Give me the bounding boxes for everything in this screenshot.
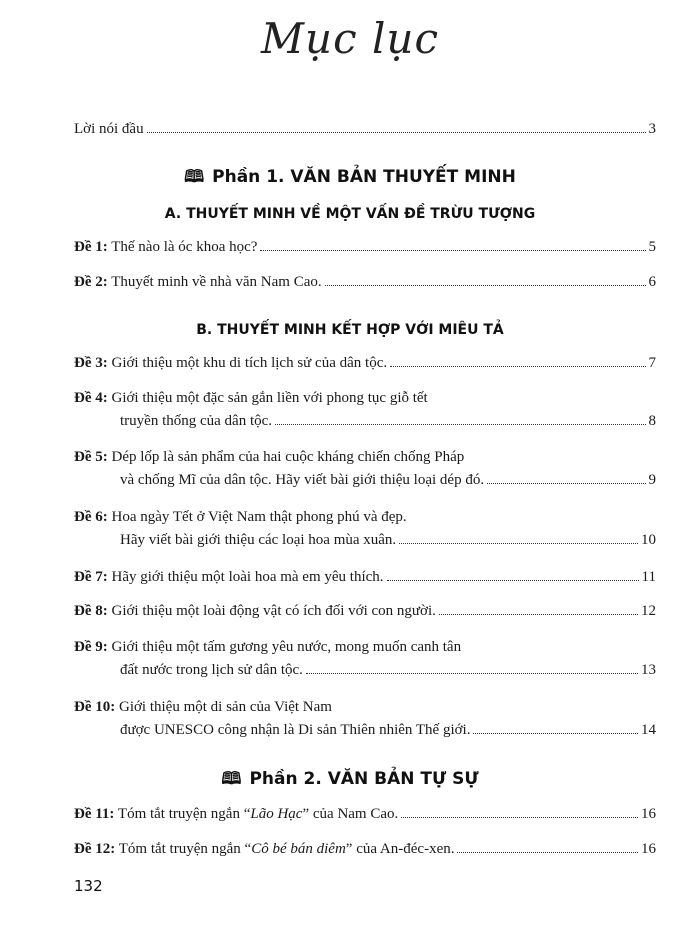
toc-entry-intro[interactable] xyxy=(74,118,656,141)
entry-text-cont: được UNESCO công nhận là Di sản Thiên nhiên Thế giới. xyxy=(120,722,471,738)
entry-text-cont: đất nước trong lịch sử dân tộc. xyxy=(120,662,303,678)
dot-leader xyxy=(387,580,639,581)
entry-text-post: ” của Nam Cao. xyxy=(302,806,399,822)
entry-label: Đề 7: xyxy=(74,569,108,585)
entry-page: 16 xyxy=(641,806,656,822)
entry-label: Đề 8: xyxy=(74,603,108,619)
entry-text-cont: Hãy viết bài giới thiệu các loại hoa mùa xuân. xyxy=(120,532,397,548)
entry-text: Giới thiệu một tấm gương yêu nước, mong muốn canh tân xyxy=(111,639,462,655)
page-title: Mục lục xyxy=(261,14,439,63)
dot-leader xyxy=(487,483,645,484)
entry-page: 3 xyxy=(648,121,656,137)
toc-entry-8[interactable] xyxy=(74,600,656,623)
dot-leader xyxy=(457,852,638,853)
entry-page: 7 xyxy=(648,355,656,371)
entry-label: Đề 10: xyxy=(74,699,116,715)
toc-entry-6[interactable] xyxy=(74,506,656,552)
dot-leader xyxy=(399,543,638,544)
page-number: 132 xyxy=(74,877,103,895)
entry-label: Đề 9: xyxy=(74,639,108,655)
dot-leader xyxy=(275,424,645,425)
entry-text-cont: truyền thống của dân tộc. xyxy=(120,413,273,429)
entry-text: Tóm tắt truyện ngắn “ xyxy=(117,806,251,822)
entry-label: Đề 3: xyxy=(74,355,108,371)
entry-page: 16 xyxy=(641,841,656,857)
toc-entry-7[interactable] xyxy=(74,566,656,589)
entry-page: 8 xyxy=(648,413,656,429)
dot-leader xyxy=(260,250,645,251)
entry-text-post: ” của An-đéc-xen. xyxy=(345,841,455,857)
entry-text-cont: và chống Mĩ của dân tộc. Hãy viết bài giới thiệu loại dép đó. xyxy=(120,472,485,488)
open-book-icon: 🕮 xyxy=(221,769,242,789)
entry-text: Giới thiệu một di sản của Việt Nam xyxy=(119,699,332,715)
part-1-heading xyxy=(0,164,700,193)
entry-label: Đề 11: xyxy=(74,806,115,822)
entry-text: Dép lốp là sản phẩm của hai cuộc kháng chiến chống Pháp xyxy=(111,449,465,465)
entry-label: Đề 4: xyxy=(74,390,108,406)
entry-page: 9 xyxy=(648,472,656,488)
dot-leader xyxy=(401,817,638,818)
entry-page: 13 xyxy=(641,662,656,678)
section-a-heading: A. THUYẾT MINH VỀ MỘT VẤN ĐỀ TRỪU TƯỢNG xyxy=(164,206,536,222)
entry-text: Giới thiệu một đặc sản gắn liền với phong tục giỗ tết xyxy=(111,390,428,406)
entry-text: Hãy giới thiệu một loài hoa mà em yêu thích. xyxy=(111,569,384,585)
entry-label: Đề 1: xyxy=(74,239,108,255)
part-title: Phần 2. VĂN BẢN TỰ SỰ xyxy=(249,769,479,789)
entry-text: Giới thiệu một loài động vật có ích đối với con người. xyxy=(111,603,436,619)
entry-text: Tóm tắt truyện ngắn “ xyxy=(118,841,252,857)
toc-entry-11[interactable] xyxy=(74,803,656,826)
entry-page: 10 xyxy=(641,532,656,548)
toc-entry-10[interactable] xyxy=(74,696,656,742)
story-title: Cô bé bán diêm xyxy=(251,841,346,857)
entry-page: 6 xyxy=(648,274,656,290)
entry-label: Đề 12: xyxy=(74,841,116,857)
toc-entry-1[interactable] xyxy=(74,236,656,259)
toc-entry-9[interactable] xyxy=(74,636,656,682)
part-2-heading xyxy=(0,766,700,795)
part-title: Phần 1. VĂN BẢN THUYẾT MINH xyxy=(212,167,516,187)
toc-entry-3[interactable] xyxy=(74,352,656,375)
entry-page: 11 xyxy=(641,569,656,585)
entry-label: Đề 2: xyxy=(74,274,108,290)
story-title: Lão Hạc xyxy=(250,806,303,822)
section-b-heading: B. THUYẾT MINH KẾT HỢP VỚI MIÊU TẢ xyxy=(196,322,504,338)
entry-text: Lời nói đầu xyxy=(74,121,144,137)
entry-text: Thuyết minh về nhà văn Nam Cao. xyxy=(111,274,322,290)
entry-page: 14 xyxy=(641,722,656,738)
open-book-icon: 🕮 xyxy=(184,167,205,187)
toc-entry-12[interactable] xyxy=(74,838,656,861)
dot-leader xyxy=(306,673,638,674)
entry-page: 5 xyxy=(648,239,656,255)
entry-label: Đề 5: xyxy=(74,449,108,465)
entry-text: Hoa ngày Tết ở Việt Nam thật phong phú và đẹp. xyxy=(111,509,407,525)
dot-leader xyxy=(390,366,645,367)
entry-text: Giới thiệu một khu di tích lịch sử của dân tộc. xyxy=(111,355,388,371)
toc-entry-2[interactable] xyxy=(74,271,656,294)
dot-leader xyxy=(473,733,638,734)
entry-label: Đề 6: xyxy=(74,509,108,525)
dot-leader xyxy=(147,132,646,133)
dot-leader xyxy=(439,614,638,615)
toc-entry-5[interactable] xyxy=(74,446,656,492)
toc-entry-4[interactable] xyxy=(74,387,656,433)
dot-leader xyxy=(325,285,646,286)
entry-page: 12 xyxy=(641,603,656,619)
entry-text: Thế nào là óc khoa học? xyxy=(111,239,258,255)
